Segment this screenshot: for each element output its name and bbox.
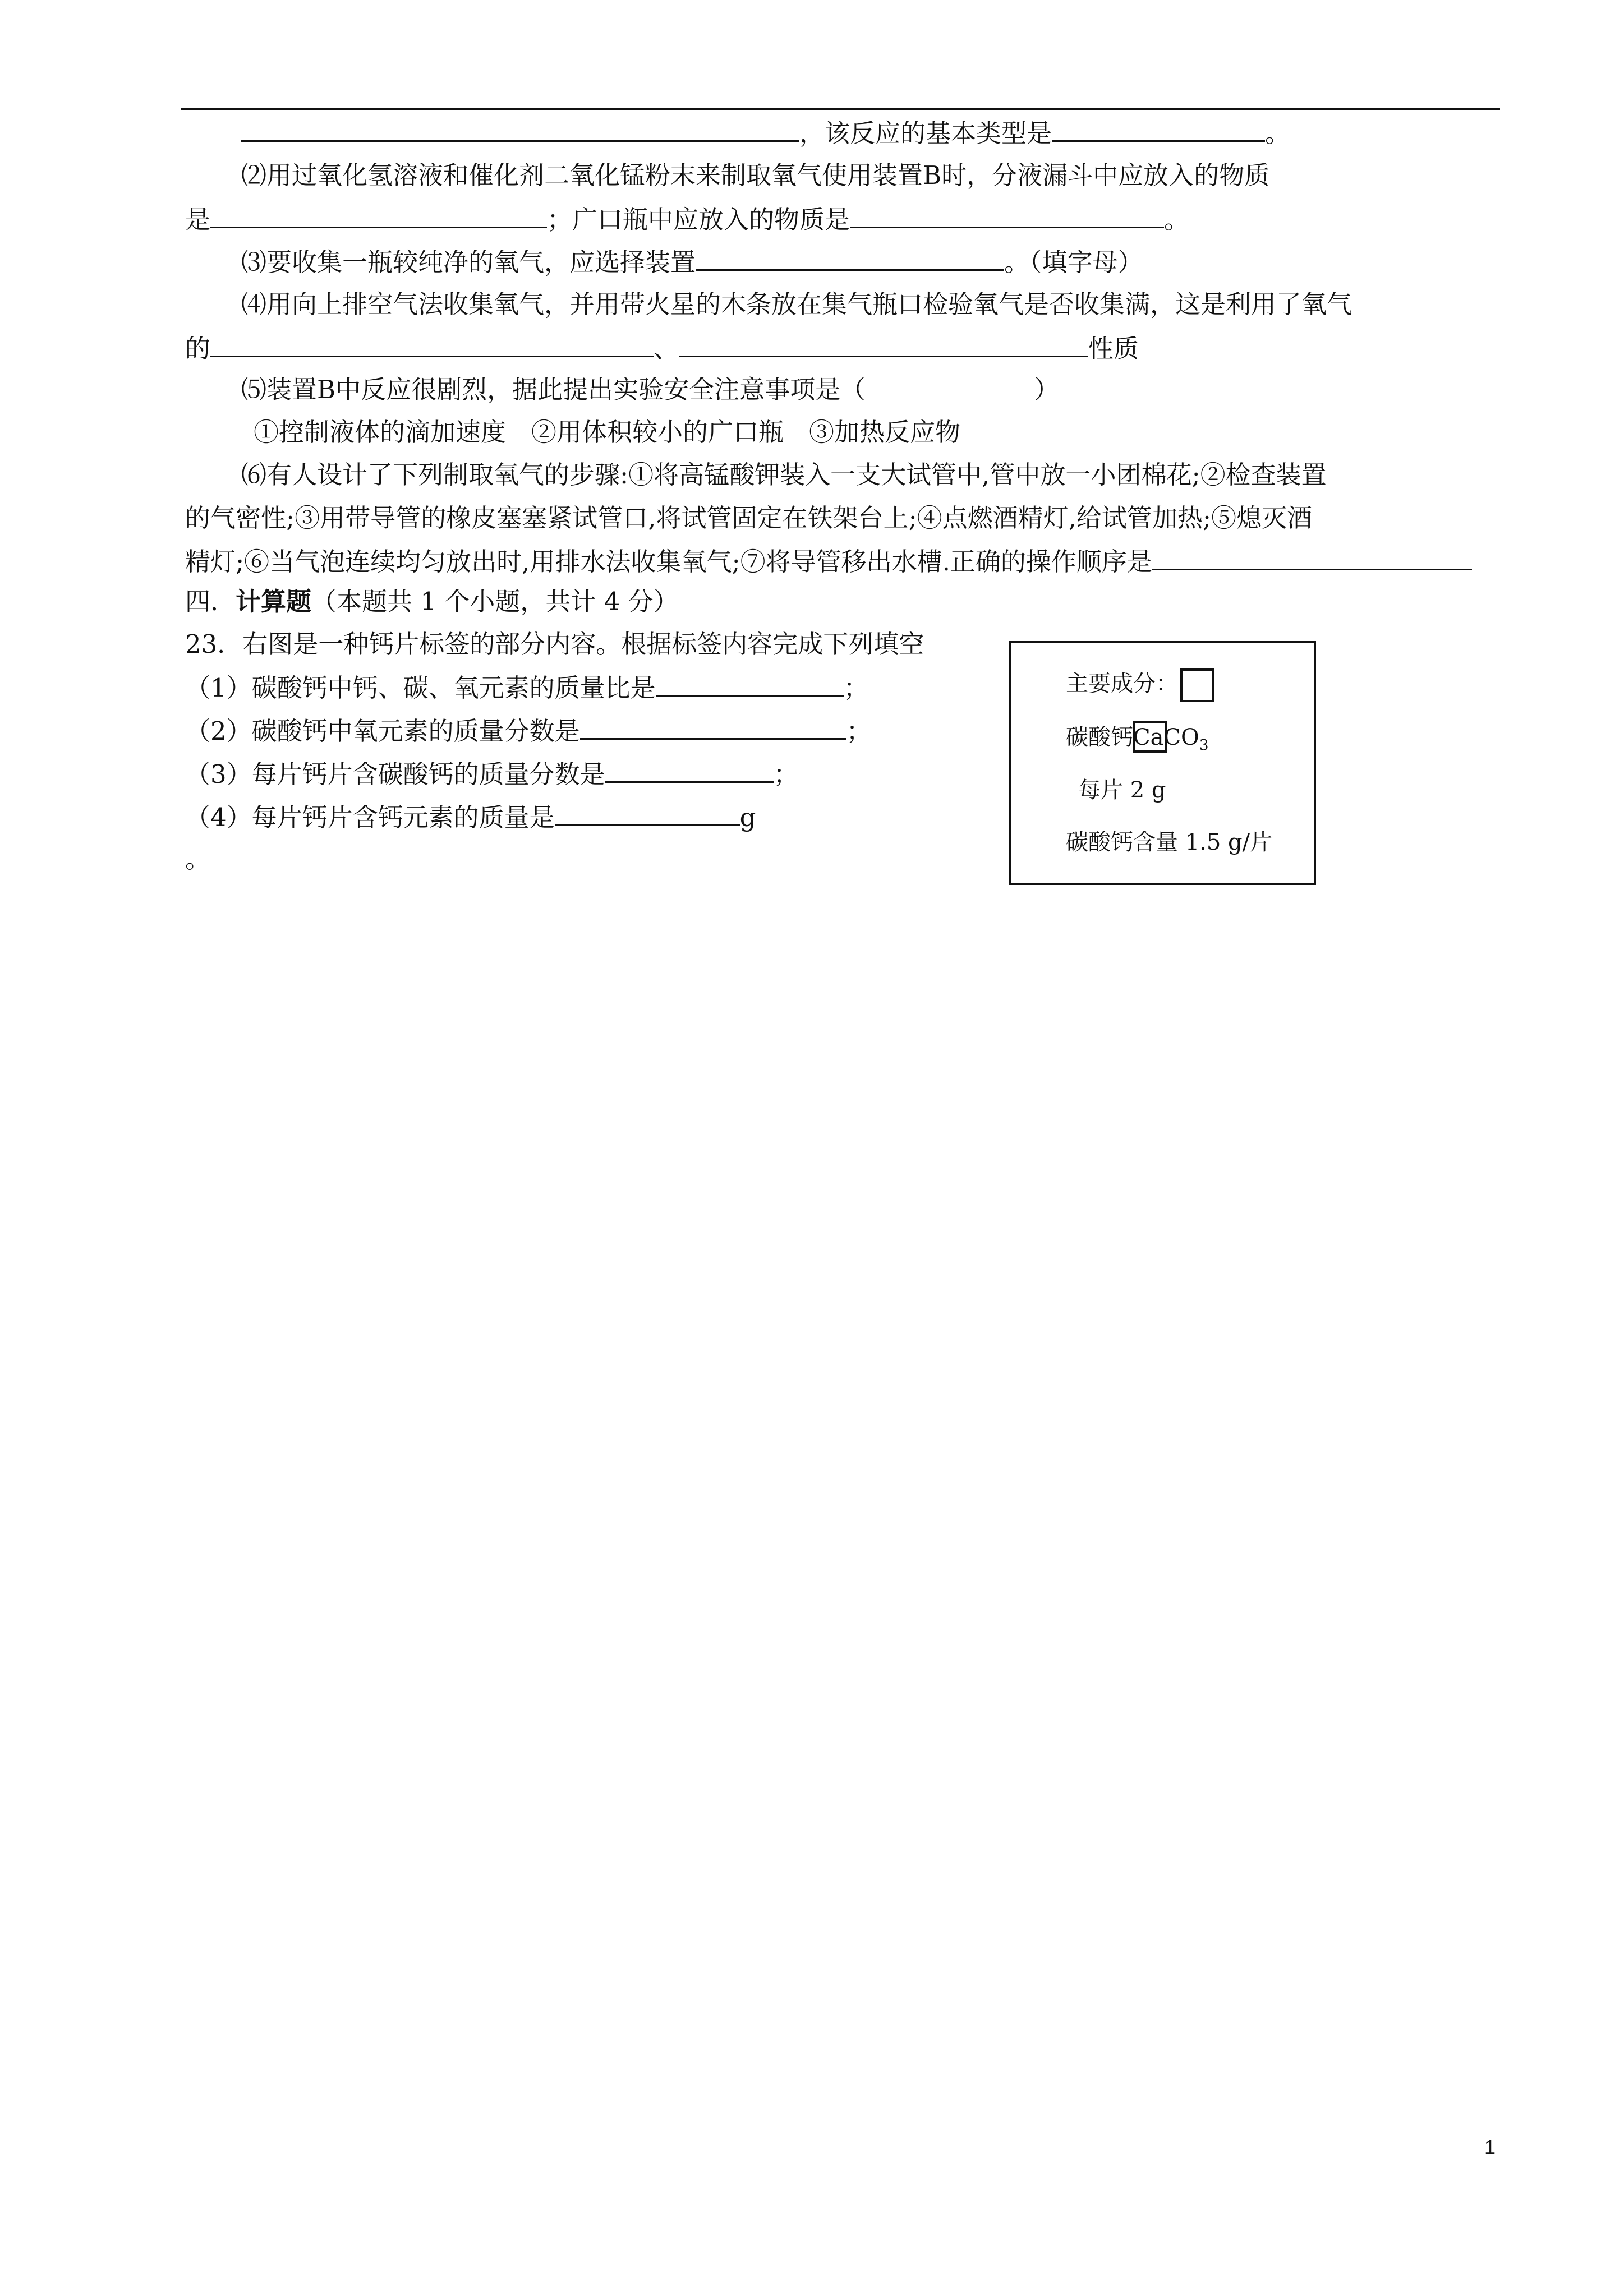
q23-sub1 <box>185 670 869 705</box>
q23-sub2-text: （2）碳酸钙中氧元素的质量分数是 <box>185 716 580 746</box>
answer-blank[interactable] <box>241 116 799 142</box>
q4-line1: ⑷用向上排空气法收集氧气，并用带火星的木条放在集气瓶口检验氧气是否收集满，这是利用了氧气 <box>241 289 1352 319</box>
answer-blank[interactable] <box>656 670 844 697</box>
answer-blank[interactable] <box>555 800 740 826</box>
answer-blank[interactable] <box>210 202 547 228</box>
q1-tail-line <box>241 116 1290 150</box>
q3-end: 。（填字母） <box>1004 247 1143 277</box>
q23-sub4-text: （4）每片钙片含钙元素的质量是 <box>185 803 555 832</box>
label-formula <box>1133 723 1208 759</box>
label-content: 碳酸钙含量 1.5 g/片 <box>1066 829 1273 855</box>
q6-line3 <box>185 544 1472 579</box>
q23-sub1-text: （1）碳酸钙中钙、碳、氧元素的质量比是 <box>185 673 656 703</box>
q3-line <box>241 245 1143 279</box>
q6-line3-text: 精灯;⑥当气泡连续均匀放出时,用排水法收集氧气;⑦将导管移出水槽.正确的操作顺序是 <box>185 547 1152 577</box>
q23-sub4 <box>185 800 756 835</box>
q1-tail-text: ，该反应的基本类型是 <box>799 118 1052 148</box>
q23-sub2 <box>185 713 872 748</box>
answer-blank[interactable] <box>580 713 846 740</box>
q23-sub4-end: g <box>739 803 756 832</box>
top-rule <box>181 108 1500 110</box>
answer-blank[interactable] <box>1152 544 1472 570</box>
q2-line2-end: 。 <box>1164 205 1190 234</box>
ingredient-blank-box[interactable] <box>1180 668 1214 702</box>
q4-line2-mid: 、 <box>654 334 679 363</box>
section-title: 计算题 <box>236 587 312 616</box>
q6-line2: 的气密性;③用带导管的橡皮塞塞紧试管口,将试管固定在铁架台上;④点燃酒精灯,给试管加热;⑤熄灭酒 <box>185 503 1313 533</box>
answer-blank[interactable] <box>210 331 654 357</box>
q5-text: ⑸装置B中反应很剧烈，据此提出实验安全注意事项是（ <box>241 375 866 404</box>
q23-sub1-end: ； <box>843 673 869 703</box>
label-per-tablet: 每片 2 g <box>1078 777 1166 803</box>
q23-sub3-end: ； <box>773 759 799 789</box>
label-main-ingredient-text: 主要成分： <box>1066 671 1178 697</box>
answer-blank[interactable] <box>679 331 1088 357</box>
q4-line2-start: 的 <box>185 334 211 363</box>
q5-options: ①控制液体的滴加速度 ②用体积较小的广口瓶 ③加热反应物 <box>254 417 961 447</box>
q2-line1: ⑵用过氧化氢溶液和催化剂二氧化锰粉末来制取氧气使用装置B时，分液漏斗中应放入的物质 <box>241 160 1270 190</box>
formula-subscript: 3 <box>1199 737 1209 754</box>
formula-blank-box[interactable] <box>1133 721 1167 753</box>
tablet-label-box <box>1009 641 1316 885</box>
page-number: 1 <box>1484 2136 1496 2159</box>
q6-line1: ⑹有人设计了下列制取氧气的步骤:①将高锰酸钾装入一支大试管中,管中放一小团棉花;②检查装置 <box>241 460 1327 490</box>
label-compound-name: 碳酸钙 <box>1066 725 1133 750</box>
label-main-ingredient <box>1066 668 1214 702</box>
formula-main: CaCO <box>1133 725 1199 750</box>
q4-line2 <box>185 331 1139 366</box>
q3-text: ⑶要收集一瓶较纯净的氧气，应选择装置 <box>241 247 696 277</box>
section-number: 四． <box>185 587 236 616</box>
answer-blank[interactable] <box>1052 116 1265 142</box>
q23-sub3 <box>185 757 799 791</box>
q23-trailing: 。 <box>185 844 211 874</box>
label-compound <box>1066 723 1208 759</box>
answer-blank[interactable] <box>696 245 1004 271</box>
section-heading <box>185 585 679 619</box>
q2-line2-mid: ；广口瓶中应放入的物质是 <box>547 205 850 234</box>
q23-sub3-text: （3）每片钙片含碳酸钙的质量分数是 <box>185 759 605 789</box>
q5-end: ） <box>1034 375 1060 404</box>
q5-line1 <box>241 373 1059 407</box>
q4-line2-end: 性质 <box>1088 334 1139 363</box>
section-note: （本题共 1 个小题，共计 4 分） <box>311 587 679 616</box>
q23-sub2-end: ； <box>846 716 872 746</box>
q23-stem: 23．右图是一种钙片标签的部分内容。根据标签内容完成下列填空 <box>185 629 924 659</box>
q2-line2-start: 是 <box>185 205 211 234</box>
q1-tail-end: 。 <box>1265 118 1291 148</box>
answer-blank[interactable] <box>605 757 774 783</box>
q2-line2 <box>185 202 1189 237</box>
answer-blank[interactable] <box>850 202 1164 228</box>
